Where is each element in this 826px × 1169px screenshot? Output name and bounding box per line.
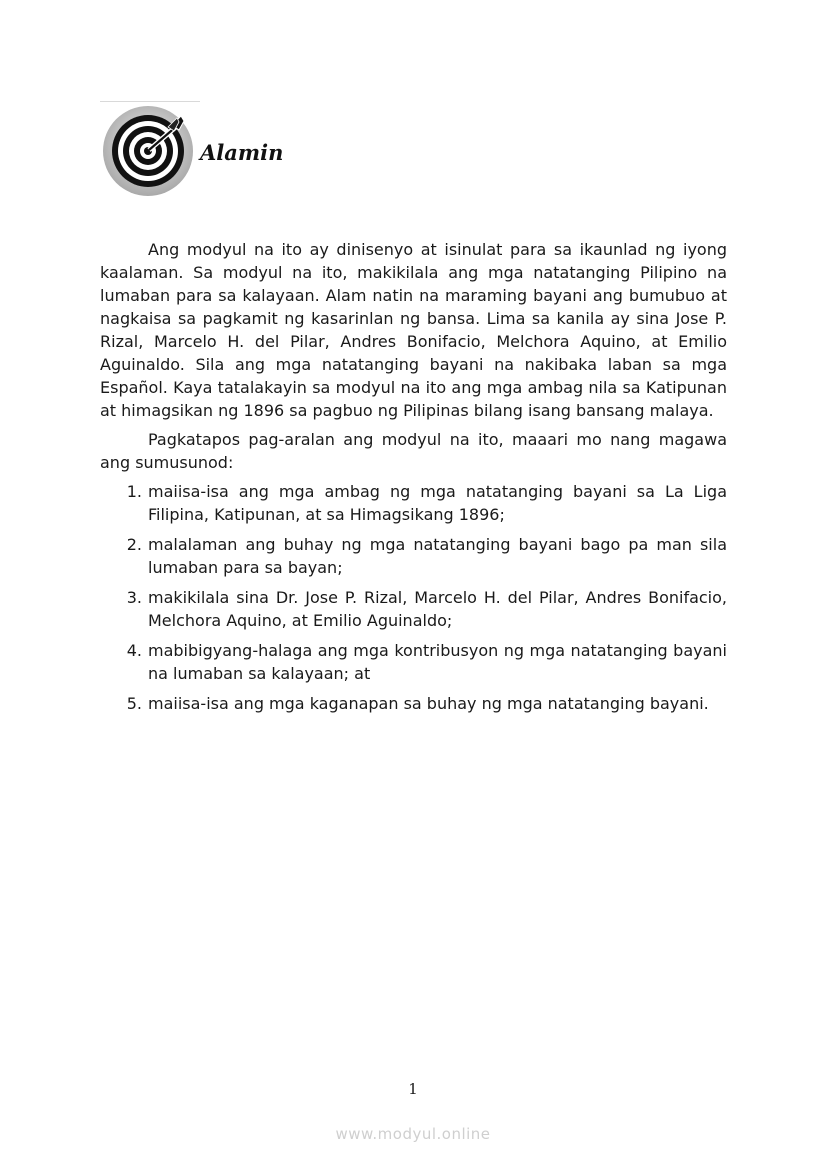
objective-text: mabibigyang-halaga ang mga kontribusyon ng mga natatanging bayani na lumaban sa kalayaan; at — [148, 641, 727, 683]
objectives-list — [100, 480, 727, 715]
objective-item — [100, 480, 727, 526]
objective-item — [100, 639, 727, 685]
top-rule — [100, 101, 200, 102]
objective-number: 5. — [126, 694, 142, 713]
objective-item — [100, 586, 727, 632]
objective-text: maiisa-isa ang mga ambag ng mga natatanging bayani sa La Liga Filipina, Katipunan, at sa Himagsikang 1896; — [148, 482, 727, 524]
objective-item — [100, 533, 727, 579]
objective-number: 4. — [126, 641, 142, 660]
objective-text: maiisa-isa ang mga kaganapan sa buhay ng mga natatanging bayani. — [148, 694, 709, 713]
section-header — [102, 105, 283, 197]
objective-text: malalaman ang buhay ng mga natatanging bayani bago pa man sila lumaban para sa bayan; — [148, 535, 727, 577]
objective-item — [100, 692, 727, 715]
objective-number: 3. — [126, 588, 142, 607]
objective-number: 1. — [126, 482, 142, 501]
lesson-content — [100, 238, 727, 722]
intro-paragraph: Ang modyul na ito ay dinisenyo at isinulat para sa ikaunlad ng iyong kaalaman. Sa modyul na ito, makikilala ang mga natatanging Pilipino na lumaban para sa kalayaan. Alam natin na maraming bayani ang bumubuo at nagkaisa sa pagkamit ng kasarinlan ng bansa. Lima sa kanila ay sina Jose P. Rizal, Marcelo H. del Pilar, Andres Bonifacio, Melchora Aquino, at Emilio Aguinaldo. Sila ang mga natatanging bayani na nakibaka laban sa mga Español. Kaya tatalakayin sa modyul na ito ang mga ambag nila sa Katipunan at himagsikan ng 1896 sa pagbuo ng Pilipinas bilang isang bansang malaya. — [100, 240, 727, 420]
target-icon — [102, 105, 194, 197]
objective-number: 2. — [126, 535, 142, 554]
objective-text: makikilala sina Dr. Jose P. Rizal, Marcelo H. del Pilar, Andres Bonifacio, Melchora Aquino, at Emilio Aguinaldo; — [148, 588, 727, 630]
watermark: www.modyul.online — [335, 1125, 491, 1143]
section-title: Alamin — [200, 139, 284, 165]
page-number: 1 — [408, 1080, 418, 1098]
objectives-lead-paragraph: Pagkatapos pag-aralan ang modyul na ito, maaari mo nang magawa ang sumusunod: — [100, 430, 727, 472]
